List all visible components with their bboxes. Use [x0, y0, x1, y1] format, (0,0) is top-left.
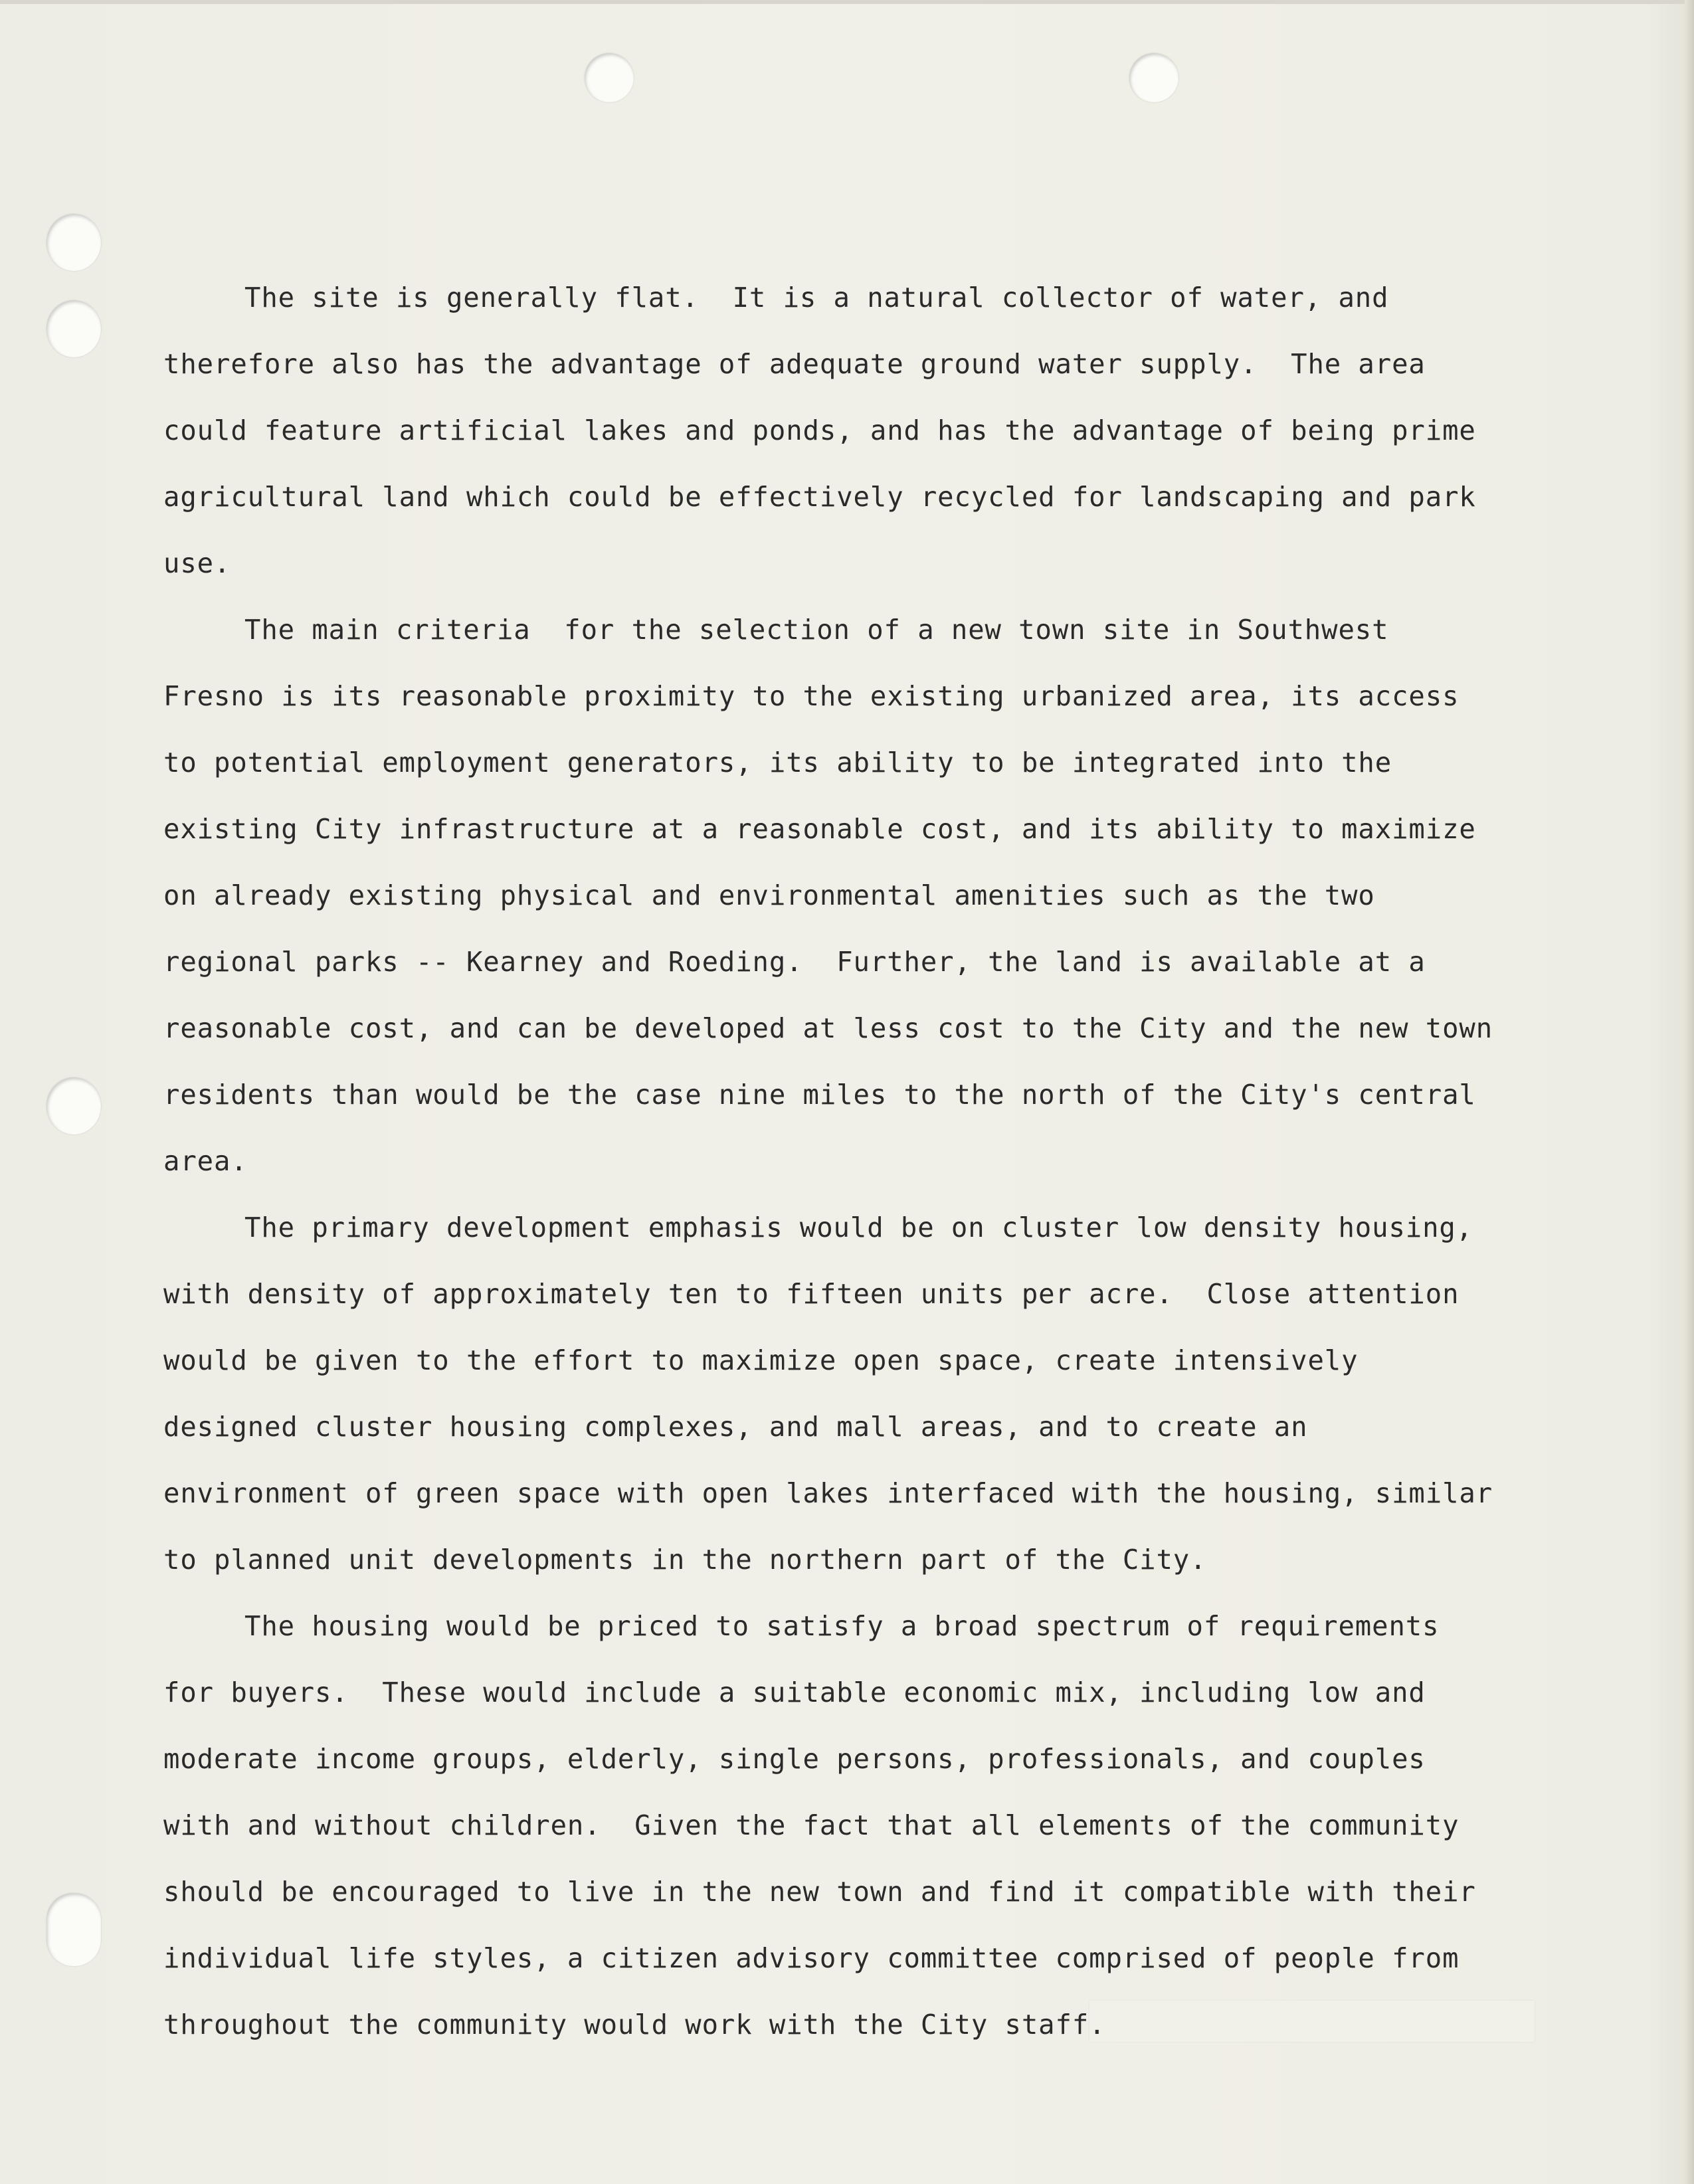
text-line: would be given to the effort to maximize open space, create intensively: [163, 1344, 1359, 1376]
text-line: existing City infrastructure at a reasonable cost, and its ability to maximize: [163, 813, 1476, 845]
text-line: with density of approximately ten to fifteen units per acre. Close attention: [163, 1278, 1459, 1310]
text-line: environment of green space with open lakes interfaced with the housing, similar: [163, 1477, 1493, 1509]
text-line: The housing would be priced to satisfy a broad spectrum of requirements: [244, 1610, 1440, 1642]
typed-text-body: [163, 264, 1492, 2058]
text-line: The main criteria for the selection of a new town site in Southwest: [244, 614, 1389, 646]
text-line: The site is generally flat. It is a natural collector of water, and: [244, 282, 1389, 314]
text-line: on already existing physical and environmental amenities such as the two: [163, 879, 1375, 911]
page-right-edge: [1685, 0, 1694, 2184]
text-line: therefore also has the advantage of adequate ground water supply. The area: [163, 348, 1426, 380]
paragraph-4: [163, 1593, 1492, 2058]
text-line: use.: [163, 547, 231, 579]
text-line: agricultural land which could be effectively recycled for landscaping and park: [163, 481, 1476, 513]
punch-hole-left-4: [47, 1893, 101, 1966]
text-line: moderate income groups, elderly, single persons, professionals, and couples: [163, 1743, 1426, 1775]
paragraph-2: [163, 596, 1492, 1194]
text-line: to planned unit developments in the northern part of the City.: [163, 1544, 1207, 1576]
text-line: residents than would be the case nine miles to the north of the City's central: [163, 1079, 1476, 1111]
paragraph-3: [163, 1194, 1492, 1593]
text-line: Fresno is its reasonable proximity to the existing urbanized area, its access: [163, 680, 1459, 712]
punch-hole-left-3: [47, 1077, 101, 1135]
text-line: with and without children. Given the fact that all elements of the community: [163, 1809, 1459, 1841]
punch-hole-left-2: [47, 300, 101, 357]
text-line: designed cluster housing complexes, and mall areas, and to create an: [163, 1411, 1308, 1443]
text-line: reasonable cost, and can be developed at less cost to the City and the new town: [163, 1012, 1493, 1044]
text-line: for buyers. These would include a suitable economic mix, including low and: [163, 1677, 1426, 1708]
text-line: individual life styles, a citizen advisory committee comprised of people from: [163, 1942, 1459, 1974]
punch-hole-left-1: [47, 214, 101, 271]
punch-hole-top-right: [1129, 53, 1178, 102]
text-line: could feature artificial lakes and ponds, and has the advantage of being prime: [163, 414, 1476, 446]
text-line: regional parks -- Kearney and Roeding. Further, the land is available at a: [163, 946, 1426, 978]
text-line: The primary development emphasis would be on cluster low density housing,: [244, 1212, 1473, 1243]
text-line: area.: [163, 1145, 248, 1177]
punch-hole-top-left: [585, 53, 634, 102]
paragraph-1: [163, 264, 1492, 596]
page-top-edge: [0, 0, 1694, 4]
text-line: throughout the community would work with the City staff.: [163, 2009, 1106, 2041]
text-line: to potential employment generators, its ability to be integrated into the: [163, 747, 1392, 778]
text-line: should be encouraged to live in the new town and find it compatible with their: [163, 1876, 1476, 1908]
